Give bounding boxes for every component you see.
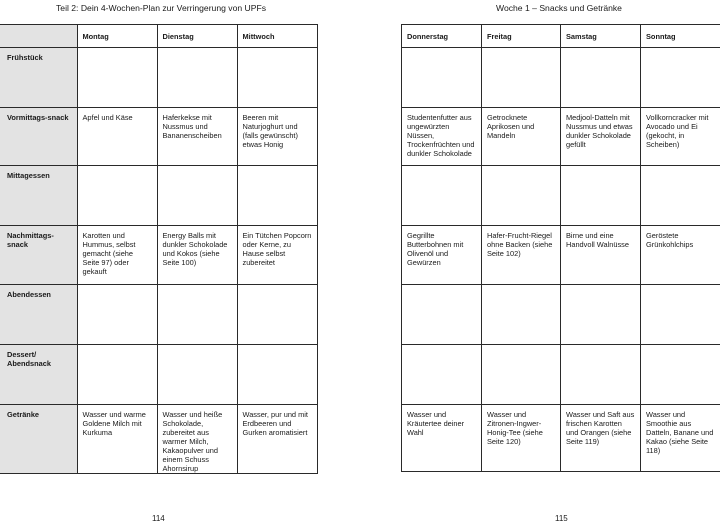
table-cell <box>402 166 482 226</box>
table-cell: Medjool-Datteln mit Nussmus und etwas dunkler Schokolade gefüllt <box>561 108 641 166</box>
table-cell <box>641 345 720 405</box>
table-cell <box>561 48 641 108</box>
table-cell <box>77 285 157 345</box>
header-row <box>402 25 720 48</box>
row-label: Getränke <box>0 405 77 474</box>
table-cell: Birne und eine Handvoll Walnüsse <box>561 226 641 285</box>
row-vormittagssnack <box>0 108 317 166</box>
table-cell: Getrocknete Aprikosen und Mandeln <box>482 108 561 166</box>
corner-cell <box>0 25 77 48</box>
row-nachmittagssnack <box>0 226 317 285</box>
row-label: Dessert/ Abendsnack <box>0 345 77 405</box>
table-cell <box>641 166 720 226</box>
table-cell <box>482 285 561 345</box>
table-cell: Wasser und warme Goldene Milch mit Kurkuma <box>77 405 157 474</box>
table-cell <box>77 345 157 405</box>
column-header-mittwoch: Mittwoch <box>237 25 317 48</box>
row-abendessen <box>0 285 317 345</box>
table-cell <box>237 48 317 108</box>
table-cell: Apfel und Käse <box>77 108 157 166</box>
table-cell <box>157 166 237 226</box>
row-dessert-abendsnack <box>402 345 720 405</box>
row-label: Vormittags-snack <box>0 108 77 166</box>
running-head-left: Teil 2: Dein 4-Wochen-Plan zur Verringerung von UPFs <box>56 3 267 13</box>
table-cell <box>157 405 237 474</box>
cell-prefix: Wasser und heiße <box>162 410 223 419</box>
page-number-left: 114 <box>152 514 165 523</box>
table-cell: Wasser, pur und mit Erdbeeren und Gurken aromatisiert <box>237 405 317 474</box>
table-cell <box>482 345 561 405</box>
table-cell: Wasser und Saft aus frischen Karotten und Orangen (siehe Seite 119) <box>561 405 641 472</box>
row-label: Frühstück <box>0 48 77 108</box>
column-header-freitag: Freitag <box>482 25 561 48</box>
row-dessert-abendsnack <box>0 345 317 405</box>
table-cell <box>237 345 317 405</box>
table-cell: Karotten und Hummus, selbst gemacht (siehe Seite 97) oder gekauft <box>77 226 157 285</box>
table-cell <box>157 48 237 108</box>
table-cell: Studentenfutter aus ungewürzten Nüssen, Trockenfrüchten und dunkler Schokolade <box>402 108 482 166</box>
running-head-right: Woche 1 – Snacks und Getränke <box>496 3 622 13</box>
table-cell <box>402 48 482 108</box>
row-mittagessen <box>0 166 317 226</box>
table-cell <box>157 285 237 345</box>
table-cell: Wasser und Smoothie aus Datteln, Banane und Kakao (siehe Seite 118) <box>641 405 720 472</box>
column-header-samstag: Samstag <box>561 25 641 48</box>
row-getraenke <box>0 405 317 474</box>
table-cell: Ein Tütchen Popcorn oder Kerne, zu Hause selbst zubereitet <box>237 226 317 285</box>
table-cell <box>77 48 157 108</box>
table-cell: Wasser und Zitronen-Ingwer-Honig-Tee (siehe Seite 120) <box>482 405 561 472</box>
table-cell <box>641 48 720 108</box>
column-header-dienstag: Dienstag <box>157 25 237 48</box>
row-label: Mittagessen <box>0 166 77 226</box>
table-cell <box>157 345 237 405</box>
row-nachmittagssnack <box>402 226 720 285</box>
row-abendessen <box>402 285 720 345</box>
table-cell <box>237 166 317 226</box>
table-cell: Wasser und Kräutertee deiner Wahl <box>402 405 482 472</box>
table-cell <box>237 285 317 345</box>
cell-rest: Schokolade, zubereitet aus warmer Milch, Kakaopulver und einem Schuss Ahornsirup <box>162 419 218 473</box>
row-getraenke <box>402 405 720 472</box>
column-header-donnerstag: Donnerstag <box>402 25 482 48</box>
table-cell <box>77 166 157 226</box>
row-mittagessen <box>402 166 720 226</box>
row-fruehstueck <box>402 48 720 108</box>
meal-plan-table-right <box>401 24 720 472</box>
table-cell: Beeren mit Naturjoghurt und (falls gewünscht) etwas Honig <box>237 108 317 166</box>
table-cell: Geröstete Grünkohlchips <box>641 226 720 285</box>
row-label: Abendessen <box>0 285 77 345</box>
table-cell: Gegrillte Butterbohnen mit Olivenöl und Gewürzen <box>402 226 482 285</box>
table-cell <box>561 166 641 226</box>
header-row <box>0 25 317 48</box>
table-cell <box>561 345 641 405</box>
table-cell <box>402 285 482 345</box>
page-number-right: 115 <box>555 514 568 523</box>
meal-plan-table-left <box>0 24 318 474</box>
table-cell: Energy Balls mit dunkler Schokolade und Kokos (siehe Seite 100) <box>157 226 237 285</box>
table-cell: Hafer-Frucht-Riegel ohne Backen (siehe Seite 102) <box>482 226 561 285</box>
column-header-sonntag: Sonntag <box>641 25 720 48</box>
row-fruehstueck <box>0 48 317 108</box>
table-cell: Haferkekse mit Nussmus und Bananenscheiben <box>157 108 237 166</box>
table-cell: Vollkorncracker mit Avocado und Ei (gekocht, in Scheiben) <box>641 108 720 166</box>
column-header-montag: Montag <box>77 25 157 48</box>
table-cell <box>641 285 720 345</box>
table-cell <box>561 285 641 345</box>
row-vormittagssnack <box>402 108 720 166</box>
table-cell <box>482 166 561 226</box>
row-label: Nachmittags-snack <box>0 226 77 285</box>
table-cell <box>402 345 482 405</box>
table-cell <box>482 48 561 108</box>
